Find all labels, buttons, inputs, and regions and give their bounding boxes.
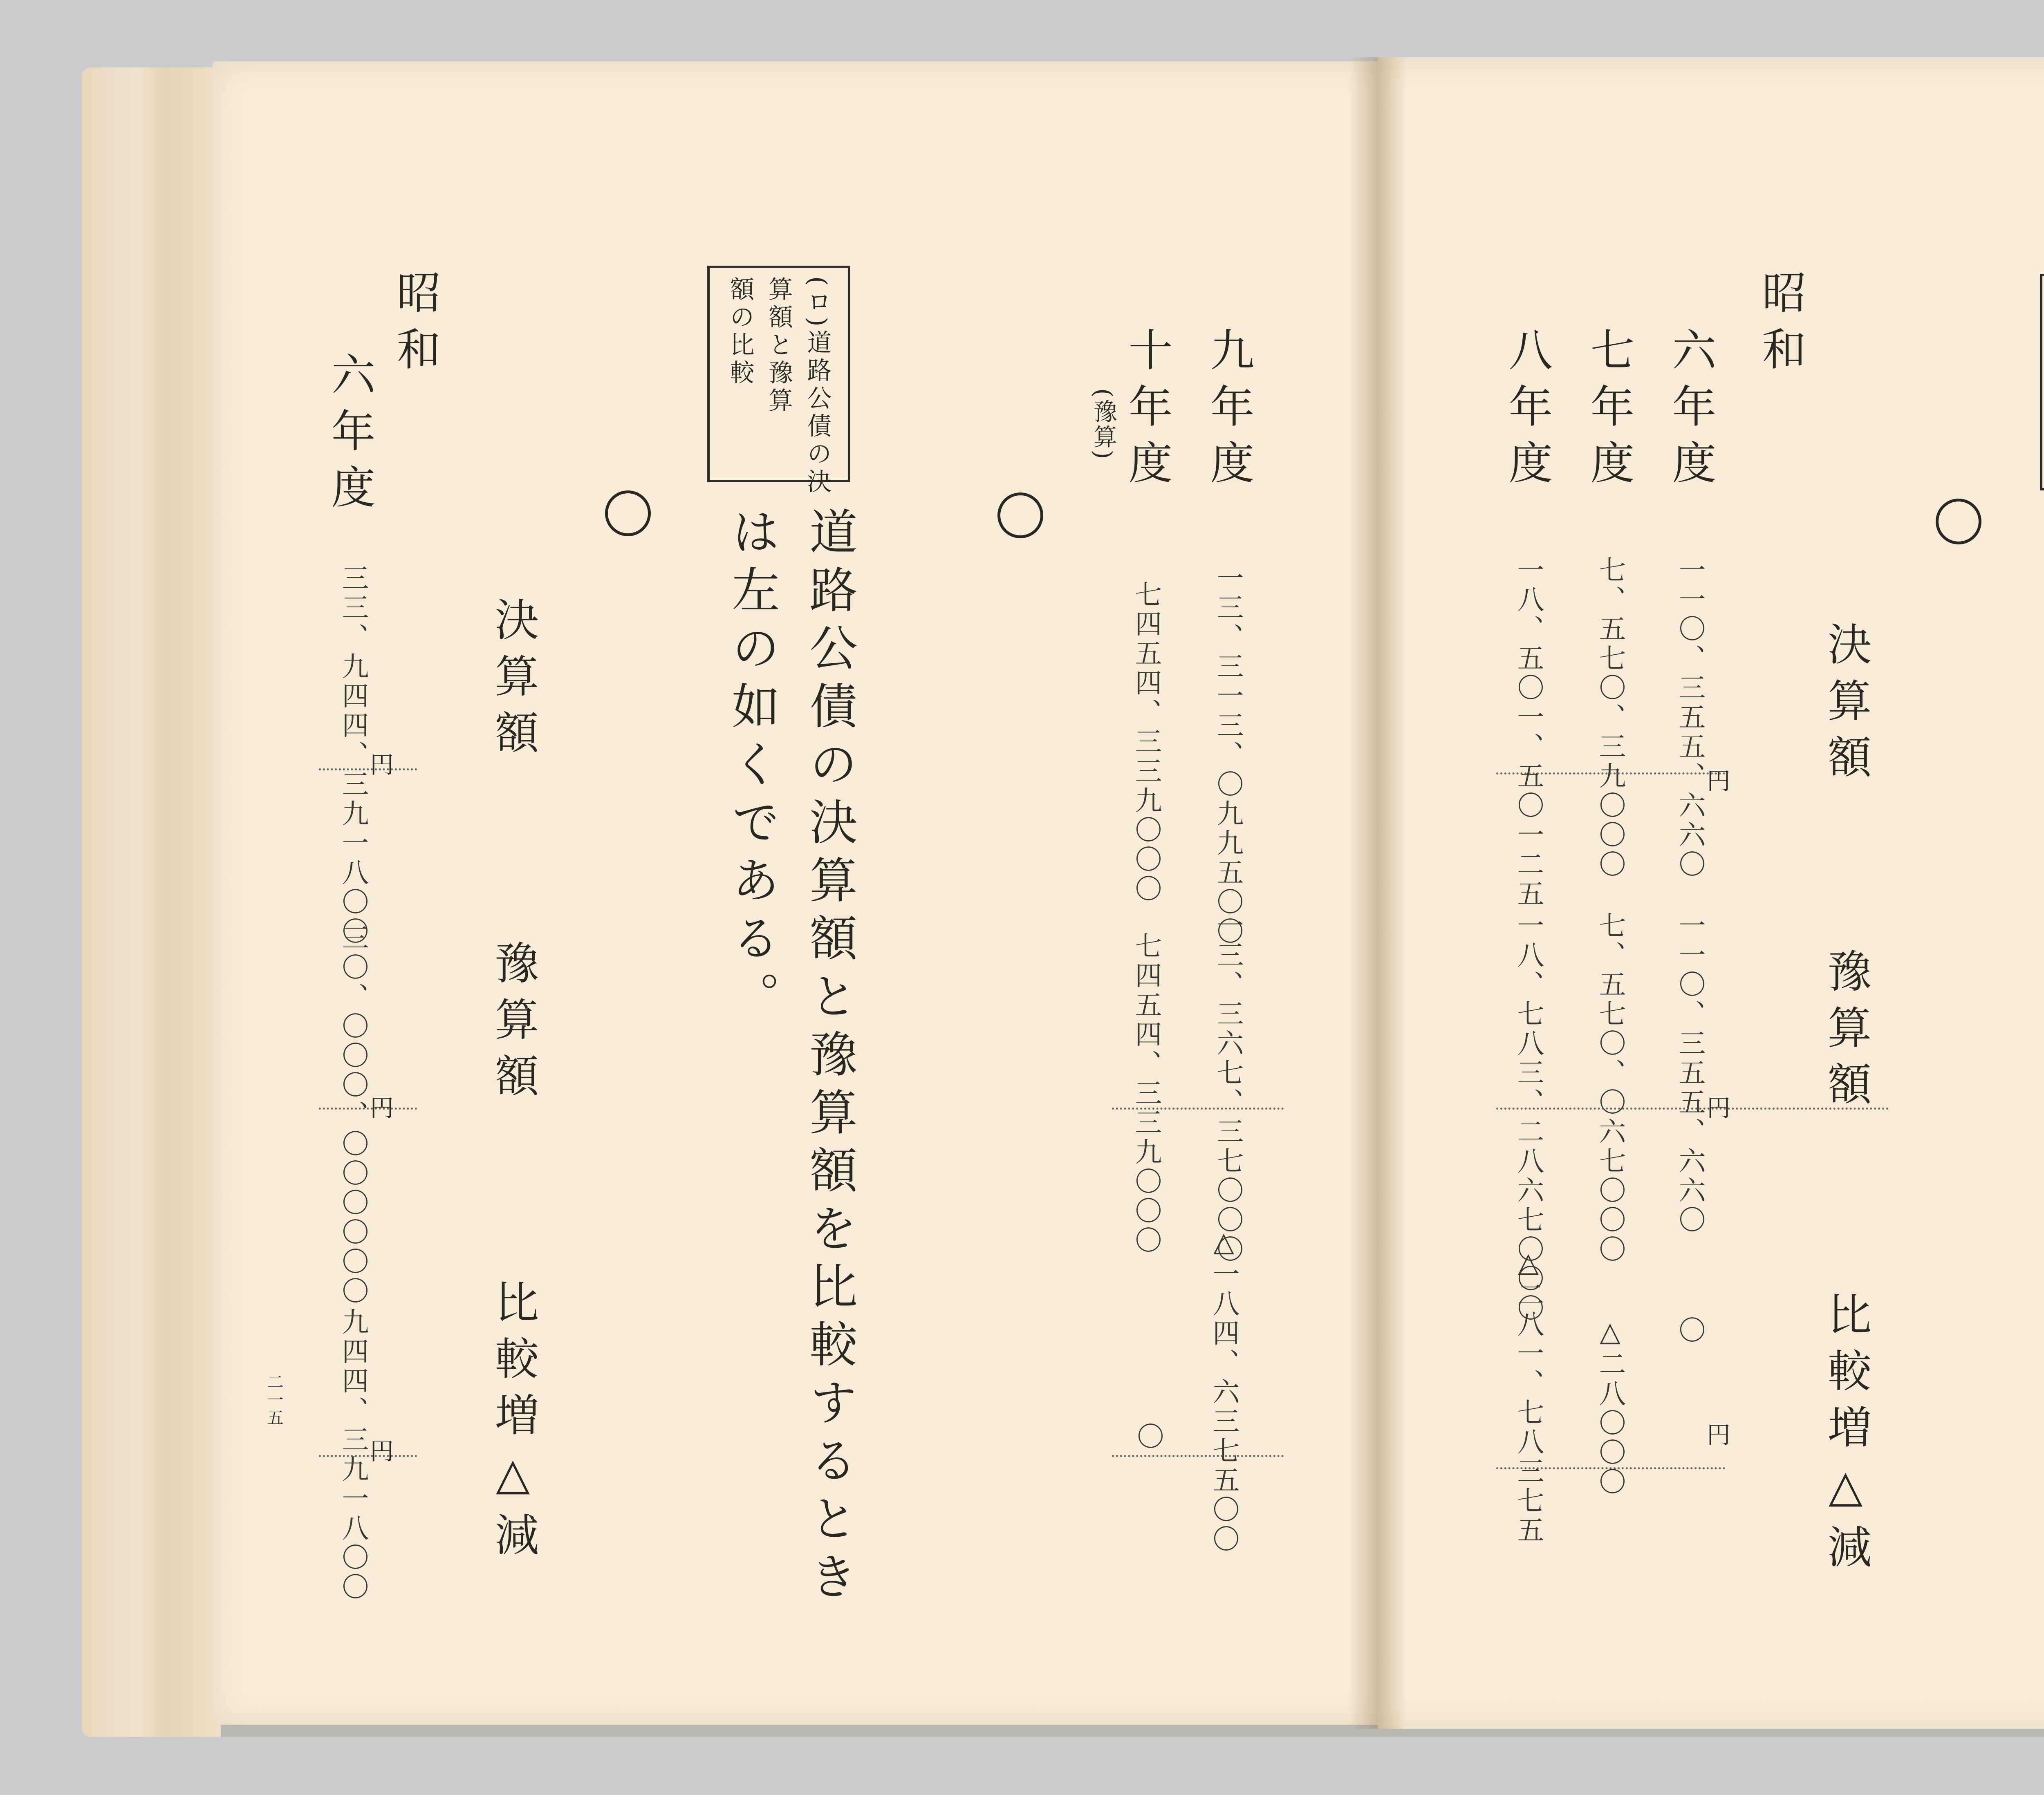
right-unit-3: 円 [1703,1422,1730,1448]
left-row-1-year: 六年度 [324,351,375,521]
left-para-line-1: 道路公債の決算額と豫算額を比較するとき [801,507,858,1609]
left-top-row-1-settled: 一三、三一三、〇九九五〇〇 [1212,564,1244,947]
left-dotline-1 [319,768,417,770]
right-row-1-settled: 一一〇、三五五、六六〇 [1674,556,1706,880]
left-top-row-1-diff: △一八四、六三七五〇〇 [1208,1226,1239,1554]
left-heading-line-3: 額の比較 [726,276,755,387]
left-top-row-2-year: 十年度 [1121,327,1172,496]
left-dotline-2 [319,1108,417,1110]
left-row-1-diff: 九四四、三九一八〇〇 [337,1308,369,1602]
left-top-row-2-budget: 七四五四、三三九〇〇〇 [1130,932,1162,1256]
right-row-3-diff: △二八一、七八三七五 [1513,1247,1544,1545]
left-unit-3: 円 [366,1439,394,1464]
right-header-diff: 比較増△減 [1820,1291,1871,1580]
left-row-1-budget: 三〇、〇〇〇、〇〇〇〇〇〇 [337,924,369,1306]
right-row-2-budget: 七、五七〇、〇六七〇〇〇 [1594,911,1626,1265]
right-unit-1: 円 [1703,768,1730,794]
right-row-1-year: 六年度 [1665,327,1716,496]
page-edges-left [82,67,221,1737]
left-header-settled: 決算額 [487,597,538,766]
left-top-row-1-year: 九年度 [1203,327,1254,496]
left-top-row-1-budget: 一三、三六七、三七〇〇〇 [1212,911,1244,1265]
left-para-line-2: は左の如くである。 [724,507,780,1029]
left-heading-box [707,266,850,497]
right-heading-box [2040,274,2044,490]
right-row-1-budget: 一一〇、三五五、六六〇 [1674,911,1706,1235]
left-top-row-2-note: (豫算) [1089,388,1117,461]
right-dotline-3 [1496,1467,1725,1469]
left-header-budget: 豫算額 [487,940,538,1109]
right-row-2-settled: 七、五七〇、三九〇〇〇 [1594,556,1626,880]
right-dotline-1 [1496,772,1725,774]
right-row-3-year: 八年度 [1501,327,1552,496]
right-row-3-settled: 一八、五〇一、五〇一二五 [1513,556,1544,909]
left-heading-line-1: (ロ)道路公債の決 [803,276,832,497]
left-dotline-3 [319,1455,417,1457]
right-header-budget: 豫算額 [1820,948,1871,1117]
left-top-row-2-settled: 七四五四、三三九〇〇〇 [1130,580,1162,904]
right-bullet-circle-2 [1936,499,1981,544]
right-page [1378,57,2044,1729]
left-era: 昭和 [389,270,440,383]
gutter [1349,57,1406,1729]
left-header-diff: 比較増△減 [487,1279,538,1568]
right-unit-2: 円 [1703,1095,1730,1121]
left-heading-line-2: 算額と豫算 [764,276,793,415]
left-page-number: 二一五 [264,1373,283,1427]
left-bullet-circle-2 [605,490,651,536]
right-header-settled: 決算額 [1820,621,1871,790]
left-unit-2: 円 [366,1095,394,1121]
left-top-dotline-1 [1112,1108,1284,1110]
right-row-3-budget: 一八、七八三、二八六七〇〇〇 [1513,911,1544,1323]
right-row-1-diff: 〇 [1674,1316,1706,1345]
left-row-1-settled: 三三、九四四、三九一八〇〇 [337,564,369,947]
right-dotline-2 [1496,1108,1889,1110]
right-row-2-diff: △二八〇〇〇 [1594,1316,1626,1497]
right-era: 昭和 [1755,270,1806,383]
left-bullet-circle [997,492,1043,538]
left-top-row-2-diff: 〇 [1132,1422,1164,1452]
left-unit-1: 円 [366,752,394,777]
left-top-dotline-2 [1112,1455,1284,1457]
right-row-2-year: 七年度 [1583,327,1634,496]
